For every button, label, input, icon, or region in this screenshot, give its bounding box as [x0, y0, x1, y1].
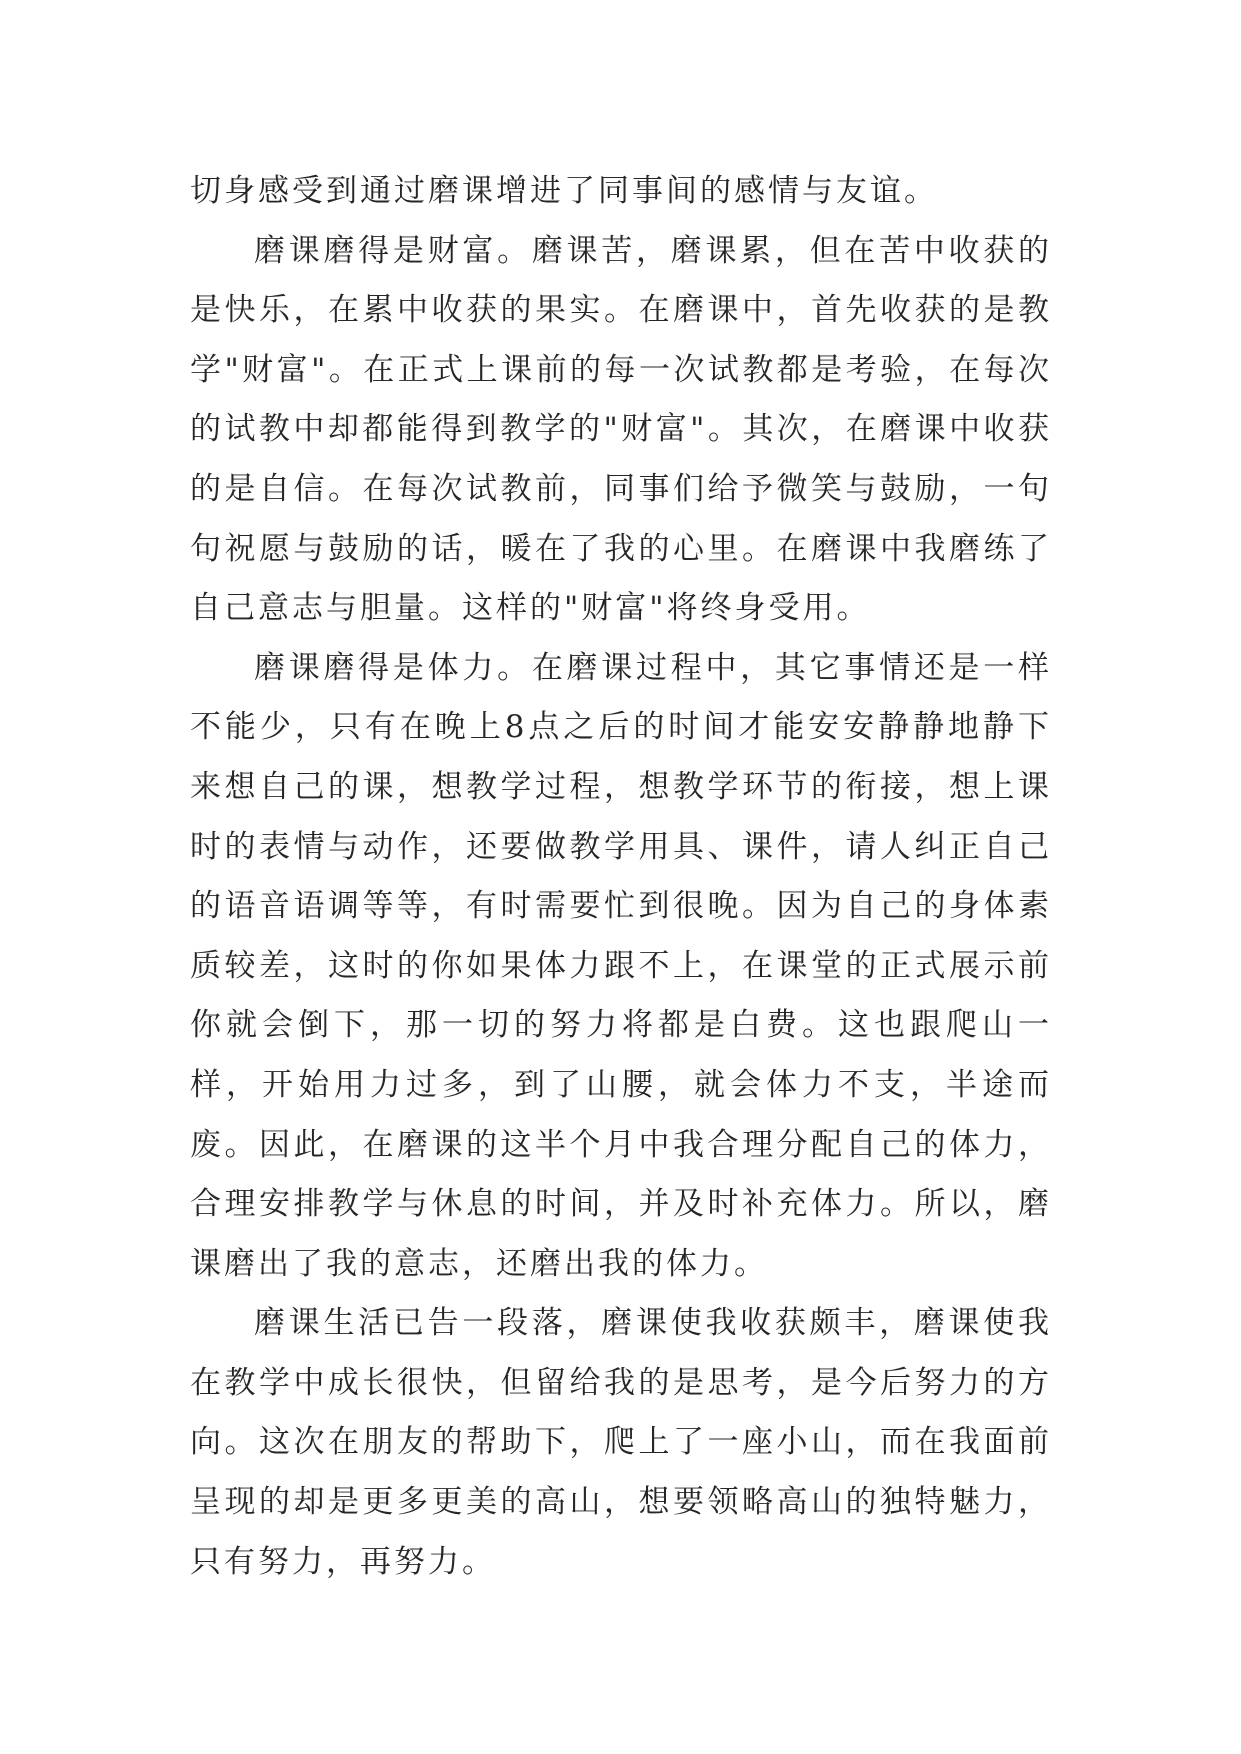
paragraph-continuation: 切身感受到通过磨课增进了同事间的感情与友谊。 — [190, 173, 938, 209]
paragraph-wealth: 磨课磨得是财富。磨课苦，磨课累，但在苦中收获的是快乐，在累中收获的果实。在磨课中，首先收获的是教学"财富"。在正式上课前的每一次试教都是考验，在每次的试教中却都能得到教学的"财富"。其次，在磨课中收获的是自信。在每次试教前，同事们给予微笑与鼓励，一句句祝愿与鼓励的话，暖在了我的心里。在磨课中我磨练了自己意志与胆量。这样的"财富"将终身受用。 — [190, 232, 1052, 627]
paragraph-conclusion: 磨课生活已告一段落，磨课使我收获颇丰，磨课使我在教学中成长很快，但留给我的是思考，是今后努力的方向。这次在朋友的帮助下，爬上了一座小山，而在我面前呈现的却是更多更美的高山，想要领略高山的独特魅力，只有努力，再努力。 — [190, 1305, 1052, 1580]
paragraph-stamina: 磨课磨得是体力。在磨课过程中，其它事情还是一样不能少，只有在晚上8点之后的时间才能安安静静地静下来想自己的课，想教学过程，想教学环节的衔接，想上课时的表情与动作，还要做教学用具、课件，请人纠正自己的语音语调等等，有时需要忙到很晚。因为自己的身体素质较差，这时的你如果体力跟不上，在课堂的正式展示前你就会倒下，那一切的努力将都是白费。这也跟爬山一样，开始用力过多，到了山腰，就会体力不支，半途而废。因此，在磨课的这半个月中我合理分配自己的体力，合理安排教学与休息的时间，并及时补充体力。所以，磨课磨出了我的意志，还磨出我的体力。 — [190, 649, 1052, 1282]
document-body — [190, 162, 1052, 1592]
